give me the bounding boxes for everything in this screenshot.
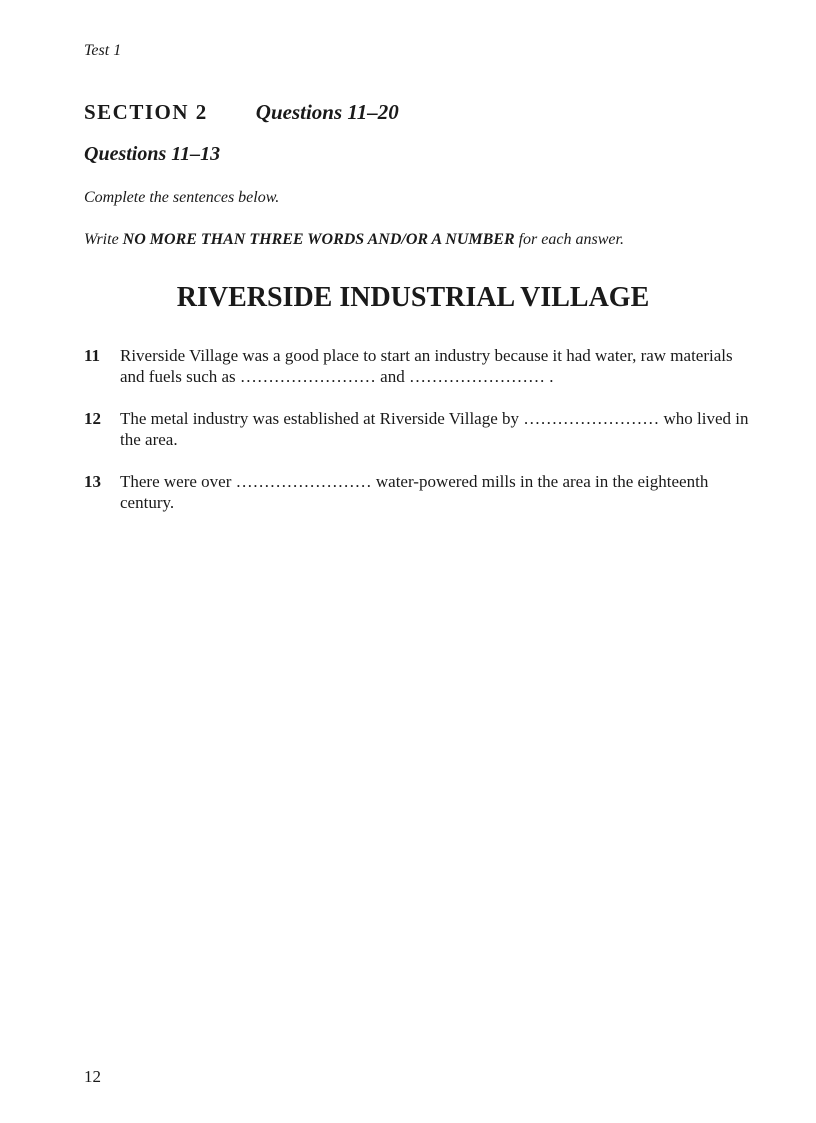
instruction-emphasis: NO MORE THAN THREE WORDS AND/OR A NUMBER	[122, 231, 515, 248]
instruction-complete: Complete the sentences below.	[84, 189, 280, 206]
running-head: Test 1	[84, 42, 122, 59]
instruction-prefix: Write	[84, 231, 123, 248]
question-text: The metal industry was established at Riverside Village by …………………… who lived in the area.	[120, 409, 749, 449]
section-question-range: Questions 11–20	[255, 100, 399, 124]
question-number: 13	[84, 472, 101, 491]
section-label: SECTION 2	[84, 100, 208, 124]
question-number: 12	[84, 409, 101, 428]
question-text: There were over …………………… water-powered mills in the area in the eighteenth century.	[120, 472, 709, 512]
page-number: 12	[84, 1067, 101, 1086]
question-group-heading: Questions 11–13	[84, 143, 221, 165]
section-heading	[84, 100, 399, 125]
question-number: 11	[84, 346, 101, 365]
instruction-suffix: for each answer.	[514, 231, 624, 248]
passage-title: RIVERSIDE INDUSTRIAL VILLAGE	[176, 282, 650, 313]
instruction-word-limit	[84, 231, 624, 249]
question-text: Riverside Village was a good place to start an industry because it had water, raw materials and fuels such as …………………… and …………………… .	[120, 346, 733, 386]
